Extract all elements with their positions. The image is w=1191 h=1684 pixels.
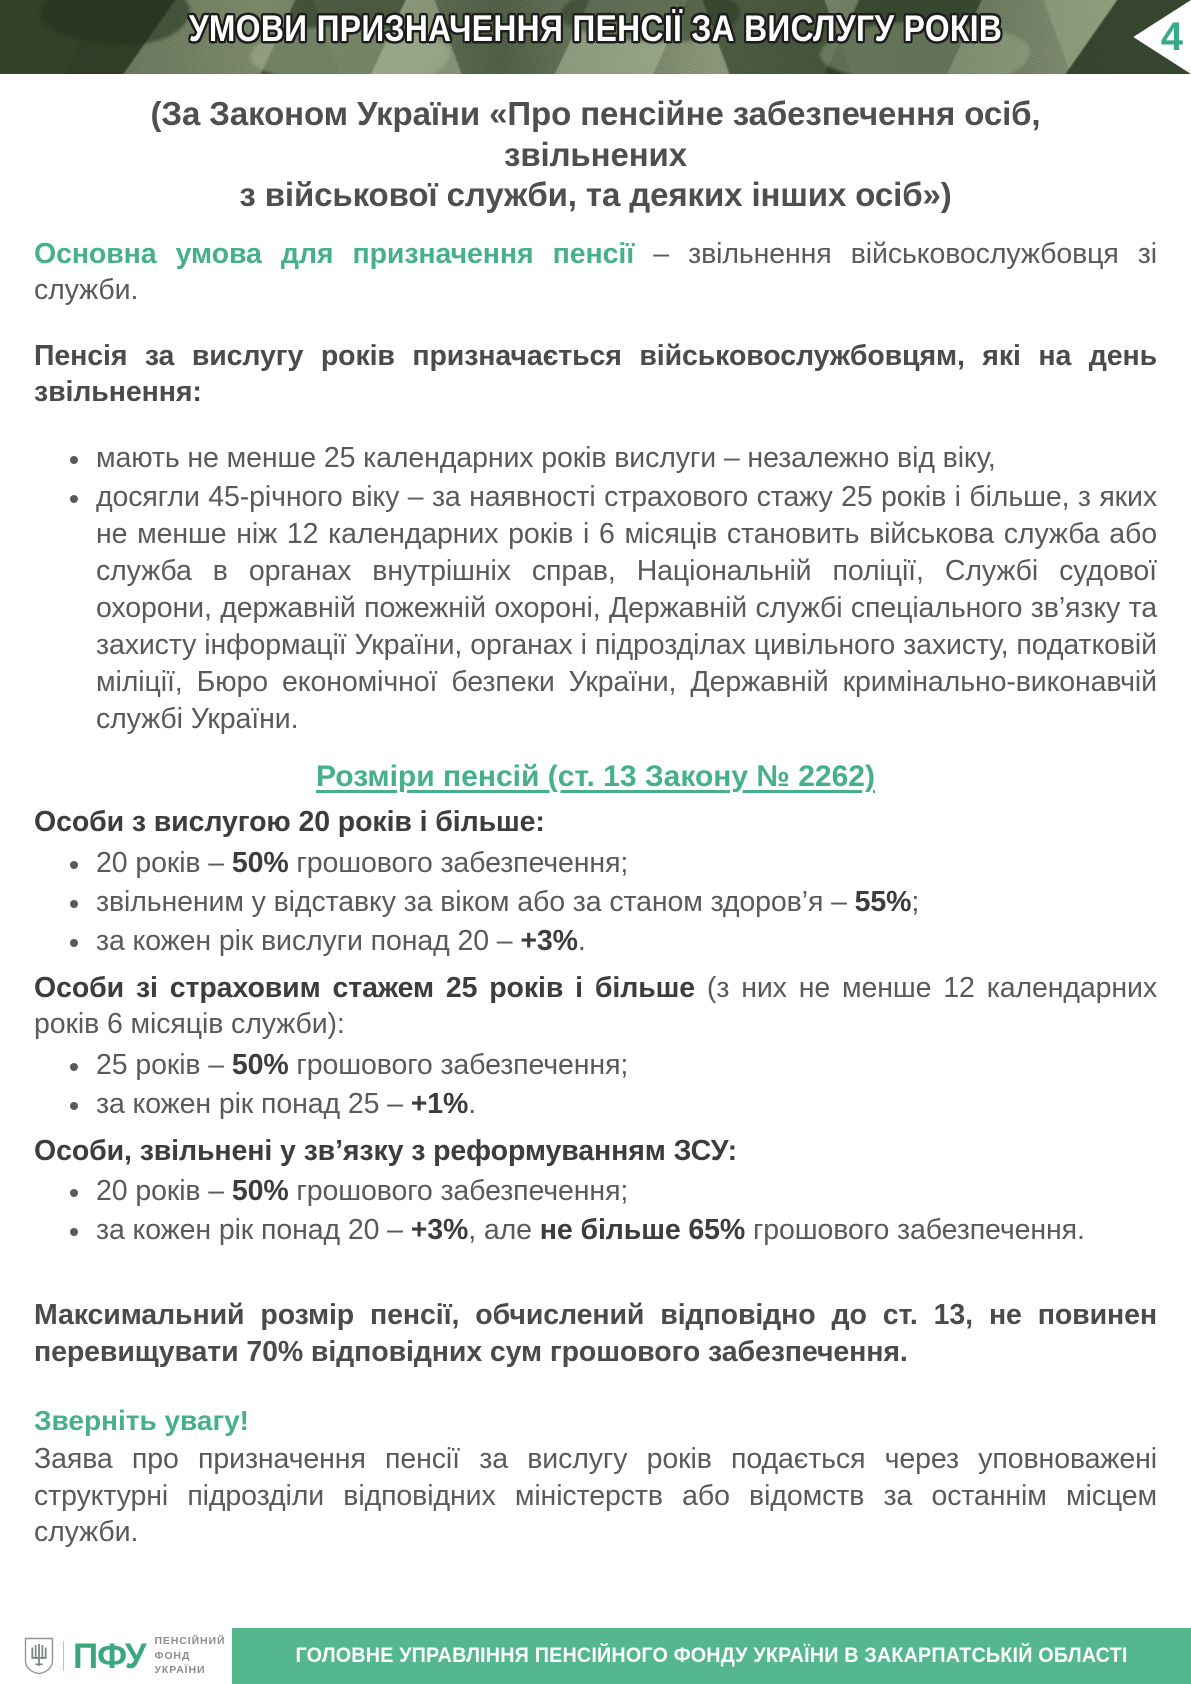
item-pre: за кожен рік понад 20 – [96, 1214, 411, 1247]
subtitle-line-1: (За Законом України «Про пенсійне забезпечення осіб, звільнених [150, 95, 1041, 173]
logo-mark: ПФУ [73, 1636, 146, 1676]
item-pre: 25 років – [96, 1048, 232, 1081]
subtitle-line-2: з військової служби, та деяких інших осіб») [239, 176, 952, 214]
document-subtitle [86, 94, 1106, 216]
intro-accent-text: Основна умова для призначення пенсії [34, 237, 635, 270]
item-value: 50% [231, 1048, 289, 1081]
item-post: , але [468, 1214, 540, 1247]
list-item: досягли 45-річного віку – за наявності страхового стажу 25 років і більше, з яких не менше ніж 12 календарних років і 6 місяців становить військова служба або служба в органах внутрішніх справ, Національній поліції, Службі судової охорони, державній пожежній охороні, Державній службі спеціального зв’язку та захисту інформації України, органах і підрозділах цивільного захисту, податковій міліції, Бюро економічної безпеки України, Державній кримінально-виконавчій службі України. [96, 479, 1157, 738]
item-value: 55% [854, 885, 912, 918]
logo-subtitle-line-2: ФОНД [154, 1649, 191, 1662]
item-post: . [468, 1087, 477, 1120]
group-heading-bold: Особи зі страховим стажем 25 років і більше [34, 971, 696, 1004]
footer [0, 1620, 1191, 1684]
item-value: 50% [231, 1175, 289, 1208]
list-item [96, 884, 1157, 921]
group-heading [34, 804, 1157, 840]
amounts-heading-text: Розміри пенсій (ст. 13 Закону № 2262) [316, 760, 875, 794]
group-heading [34, 970, 1157, 1043]
list-item [96, 1173, 1157, 1210]
list-item [96, 1047, 1157, 1084]
group-heading [34, 1133, 1157, 1169]
intro-paragraph [34, 236, 1157, 310]
amounts-list [34, 1047, 1157, 1123]
list-item [96, 1212, 1157, 1249]
item-post: ; [911, 885, 920, 918]
amounts-list [34, 845, 1157, 960]
item-value: +3% [410, 1214, 469, 1247]
group-heading-bold: Особи, звільнені у зв’язку з реформуванням ЗСУ: [34, 1134, 738, 1167]
item-pre: 20 років – [96, 1175, 232, 1208]
item-pre: за кожен рік вислуги понад 20 – [96, 924, 521, 957]
maximum-paragraph: Максимальний розмір пенсії, обчислений відповідно до ст. 13, не повинен перевищувати 70% відповідних сум грошового забезпечення. [34, 1299, 1157, 1369]
list-item [96, 1086, 1157, 1123]
list-item [96, 923, 1157, 960]
logo-divider [63, 1641, 64, 1671]
footer-banner [232, 1628, 1191, 1684]
page-number-badge [1117, 0, 1191, 74]
item-post: . [577, 924, 586, 957]
item-pre: звільненим у відставку за віком або за станом здоров’я – [96, 885, 855, 918]
item-post-2: грошового забезпечення. [745, 1214, 1085, 1247]
pfu-logo [24, 1634, 225, 1678]
group-heading-bold: Особи з вислугою 20 років і більше: [34, 806, 545, 839]
trident-shield-icon [24, 1637, 54, 1675]
notice-title: Зверніть увагу! [34, 1404, 250, 1436]
item-value: 50% [231, 846, 289, 879]
item-value: +3% [520, 924, 578, 957]
page-content [0, 94, 1191, 1551]
logo-subtitle [154, 1634, 225, 1677]
logo-subtitle-line-3: УКРАЇНИ [154, 1664, 206, 1677]
spacer [34, 1251, 1157, 1277]
item-value-2: не більше 65% [539, 1214, 746, 1247]
item-value: +1% [410, 1087, 469, 1120]
page-title: УМОВИ ПРИЗНАЧЕННЯ ПЕНСІЇ ЗА ВИСЛУГУ РОКІВ [188, 8, 1003, 49]
notice-paragraph: Заява про призначення пенсії за вислугу років подається через уповноважені структурні підрозділи відповідних міністерств або відомств за останнім місцем служби. [34, 1442, 1157, 1549]
item-post: грошового забезпечення; [288, 1175, 629, 1208]
group-heading-regular: (з них не менше 12 календарних років 6 місяців служби): [34, 971, 1157, 1041]
header-banner [0, 0, 1191, 74]
list-item [96, 845, 1157, 882]
item-pre: 20 років – [96, 846, 232, 879]
footer-banner-text: ГОЛОВНЕ УПРАВЛІННЯ ПЕНСІЙНОГО ФОНДУ УКРАЇНИ В ЗАКАРПАТСЬКІЙ ОБЛАСТІ [295, 1644, 1128, 1667]
conditions-list [34, 440, 1157, 738]
amounts-heading [34, 760, 1157, 794]
conditions-lead: Пенсія за вислугу років призначається військовослужбовцям, які на день звільнення: [34, 339, 1157, 409]
item-pre: за кожен рік понад 25 – [96, 1087, 411, 1120]
list-item: мають не менше 25 календарних років вислуги – незалежно від віку, [96, 440, 1157, 477]
page-number: 4 [1160, 15, 1183, 59]
item-post: грошового забезпечення; [288, 1048, 629, 1081]
amounts-list [34, 1173, 1157, 1249]
item-post: грошового забезпечення; [288, 846, 629, 879]
logo-subtitle-line-1: ПЕНСІЙНИЙ [154, 1635, 226, 1648]
intro-rest-text: – звільнення військовослужбовця зі служби. [34, 237, 1157, 307]
